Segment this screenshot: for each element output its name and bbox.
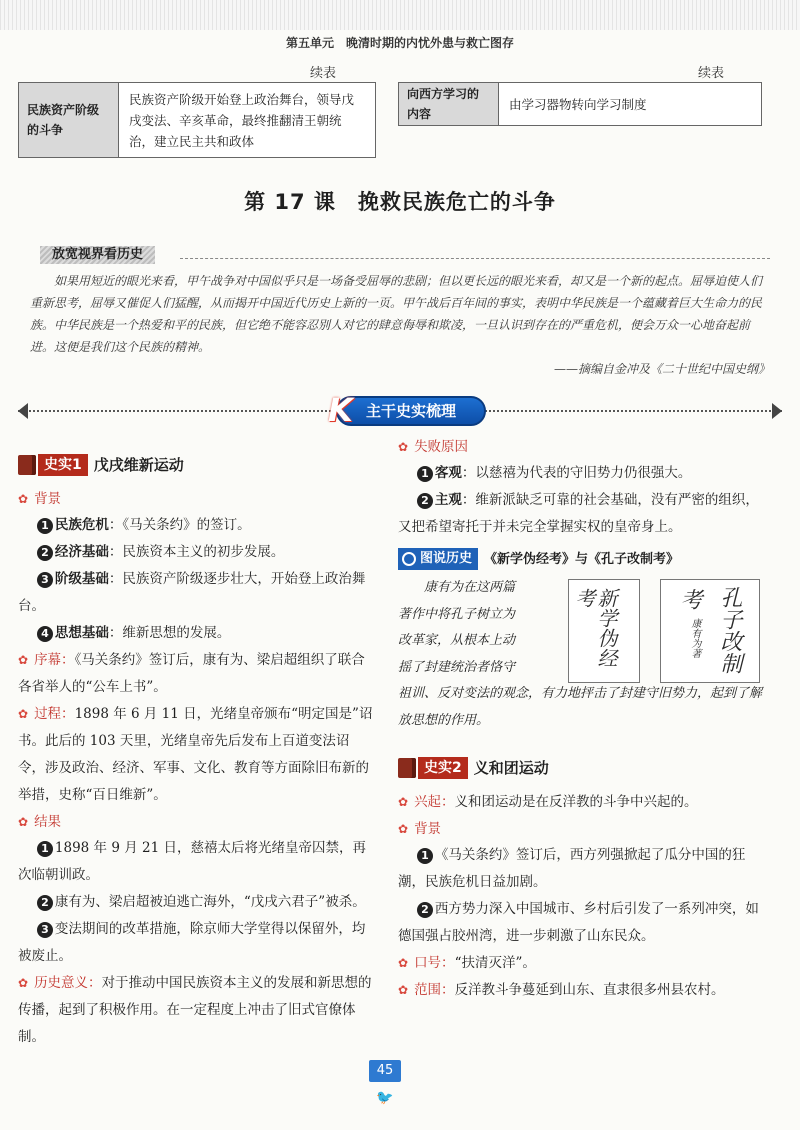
- broad-view-label: 放宽视界看历史: [40, 246, 155, 264]
- book-icon: [18, 455, 36, 475]
- section-failure: ✿ 失败原因: [398, 434, 762, 460]
- list-item: 1 1898 年 9 月 21 日，慈禧太后将光绪皇帝囚禁，再次临朝训政。: [18, 840, 366, 883]
- lesson-title: 第 17 课 挽救民族危亡的斗争: [244, 190, 556, 214]
- header-stripes: [0, 0, 800, 30]
- flower-icon: ✿: [398, 439, 409, 454]
- book-icon: [398, 758, 416, 778]
- rise-paragraph: ✿ 兴起：义和团运动是在反洋教的斗争中兴起的。: [398, 794, 698, 810]
- flower-icon: ✿: [398, 795, 409, 809]
- flower-icon: ✿: [398, 956, 409, 970]
- section-result: ✿ 结果: [18, 809, 376, 835]
- continued-label-left: 续表: [310, 66, 337, 81]
- list-item: 3 阶级基础：民族资产阶级逐步壮大，开始登上政治舞台。: [18, 571, 366, 614]
- bird-icon: 🐦: [376, 1090, 394, 1106]
- flower-icon: ✿: [18, 976, 29, 990]
- arrow-right-icon: [772, 403, 782, 419]
- fact1-title: 戊戌维新运动: [93, 455, 184, 474]
- table-header-cell: 民族资产阶级的斗争: [19, 83, 119, 157]
- list-item: 2 西方势力深入中国城市、乡村后引发了一系列冲突，如德国强占胶州湾，进一步刺激了山东民众。: [398, 901, 759, 944]
- table-header-cell: 向西方学习的内容: [399, 83, 499, 125]
- list-item: 1 民族危机：《马关条约》的签订。: [18, 512, 376, 539]
- flower-icon: ✿: [18, 653, 29, 667]
- table-content-cell: 由学习器物转向学习制度: [509, 96, 647, 112]
- list-item: 2 康有为、梁启超被迫逃亡海外，“戊戌六君子”被杀。: [18, 889, 376, 916]
- unit-header: 第五单元 晚清时期的内忧外患与救亡图存: [285, 36, 514, 50]
- page-number: 45: [369, 1060, 401, 1082]
- table-content-cell: 民族资产阶级开始登上政治舞台，领导戊戌变法、辛亥革命，最终推翻清王朝统治，建立民主共和政体: [129, 91, 355, 149]
- picture-text: 康有为在这两篇 著作中将孔子树立为 改革家，从根本上动 摇了封建统治者恪守 祖训、反对变法的观念，有力地抨击了封建守旧势力，起到了解放思想的作用。: [398, 580, 763, 728]
- scope-paragraph: ✿ 范围：反洋教斗争蔓延到山东、直隶很多州县农村。: [398, 982, 725, 998]
- right-column: [398, 434, 762, 1004]
- list-item: 2 主观：维新派缺乏可靠的社会基础，没有严密的组织，又把希望寄托于并未完全掌握实权的皇帝身上。: [398, 492, 759, 535]
- list-item: 4 思想基础：维新思想的发展。: [18, 620, 376, 647]
- process-paragraph: ✿ 过程：1898 年 6 月 11 日，光绪皇帝颁布“明定国是”诏书。此后的 103 天里，光绪皇帝先后发布上百道变法诏令，涉及政治、经济、军事、文化、教育等方面除旧布新的举措，史称“百日维新”。: [18, 706, 373, 803]
- main-section-label: 主干史实梳理: [336, 396, 486, 426]
- picture-heading: [398, 547, 762, 571]
- list-item: 3 变法期间的改革措施，除京师大学堂得以保留外，均被废止。: [18, 921, 366, 964]
- section-background: ✿ 背景: [18, 486, 376, 512]
- divider: [180, 258, 770, 259]
- fact1-tag: 史实1: [38, 454, 88, 476]
- left-column: [18, 446, 376, 1051]
- list-item: 1 《马关条约》签订后，西方列强掀起了瓜分中国的狂潮，民族危机日益加剧。: [398, 847, 746, 890]
- picture-tag: 图说历史: [398, 548, 478, 570]
- flower-icon: ✿: [18, 491, 29, 506]
- flower-icon: ✿: [398, 821, 409, 836]
- book-cover-kongzi: 孔子改制 考 康有为著: [660, 579, 760, 683]
- table-bourgeois-struggle: [18, 82, 376, 158]
- slogan-paragraph: ✿ 口号：“扶清灭洋”。: [398, 955, 536, 971]
- list-item: 2 经济基础：民族资本主义的初步发展。: [18, 539, 376, 566]
- significance-paragraph: ✿ 历史意义：对于推动中国民族资本主义的发展和新思想的传播，起到了积极作用。在一定程度上冲击了旧式官僚体制。: [18, 975, 372, 1045]
- broad-view-text: 如果用短近的眼光来看，甲午战争对中国似乎只是一场备受屈辱的悲剧；但以更长远的眼光来看，却又是一个新的起点。屈辱迫使人们重新思考，屈辱又催促人们猛醒，从而揭开中国近代历史上新的一页。甲午战后百年间的事实，表明中华民族是一个蕴藏着巨大生命力的民族。中华民族是一个热爱和平的民族，但它绝不能容忍别人对它的肆意侮辱和欺凌，一旦认识到存在的严重危机，便会万众一心地奋起前进。这便是我们这个民族的精神。: [30, 274, 763, 354]
- fact2-title: 义和团运动: [473, 758, 549, 777]
- flower-icon: ✿: [398, 983, 409, 997]
- picture-area: [398, 575, 762, 749]
- table-learning-west: [398, 82, 762, 126]
- broad-view-source: ——摘编自金冲及《二十世纪中国史纲》: [553, 362, 770, 376]
- book-cover-xinxue: 新学伪经考: [568, 579, 640, 683]
- picture-title: 《新学伪经考》与《孔子改制考》: [484, 551, 680, 567]
- section-background: ✿ 背景: [398, 816, 762, 842]
- flower-icon: ✿: [18, 707, 29, 721]
- picture-icon: [402, 552, 416, 566]
- k-logo-icon: K: [328, 391, 353, 429]
- broad-view-bar: [30, 246, 770, 264]
- flower-icon: ✿: [18, 814, 29, 829]
- main-section-banner: [18, 391, 782, 429]
- arrow-left-icon: [18, 403, 28, 419]
- continued-label-right: 续表: [698, 66, 725, 81]
- fact2-heading: [398, 753, 762, 783]
- fact1-heading: [18, 450, 376, 480]
- prelude-paragraph: ✿ 序幕：《马关条约》签订后，康有为、梁启超组织了联合各省举人的“公车上书”。: [18, 652, 365, 695]
- fact2-tag: 史实2: [418, 757, 468, 779]
- list-item: 1 客观：以慈禧为代表的守旧势力仍很强大。: [398, 460, 762, 487]
